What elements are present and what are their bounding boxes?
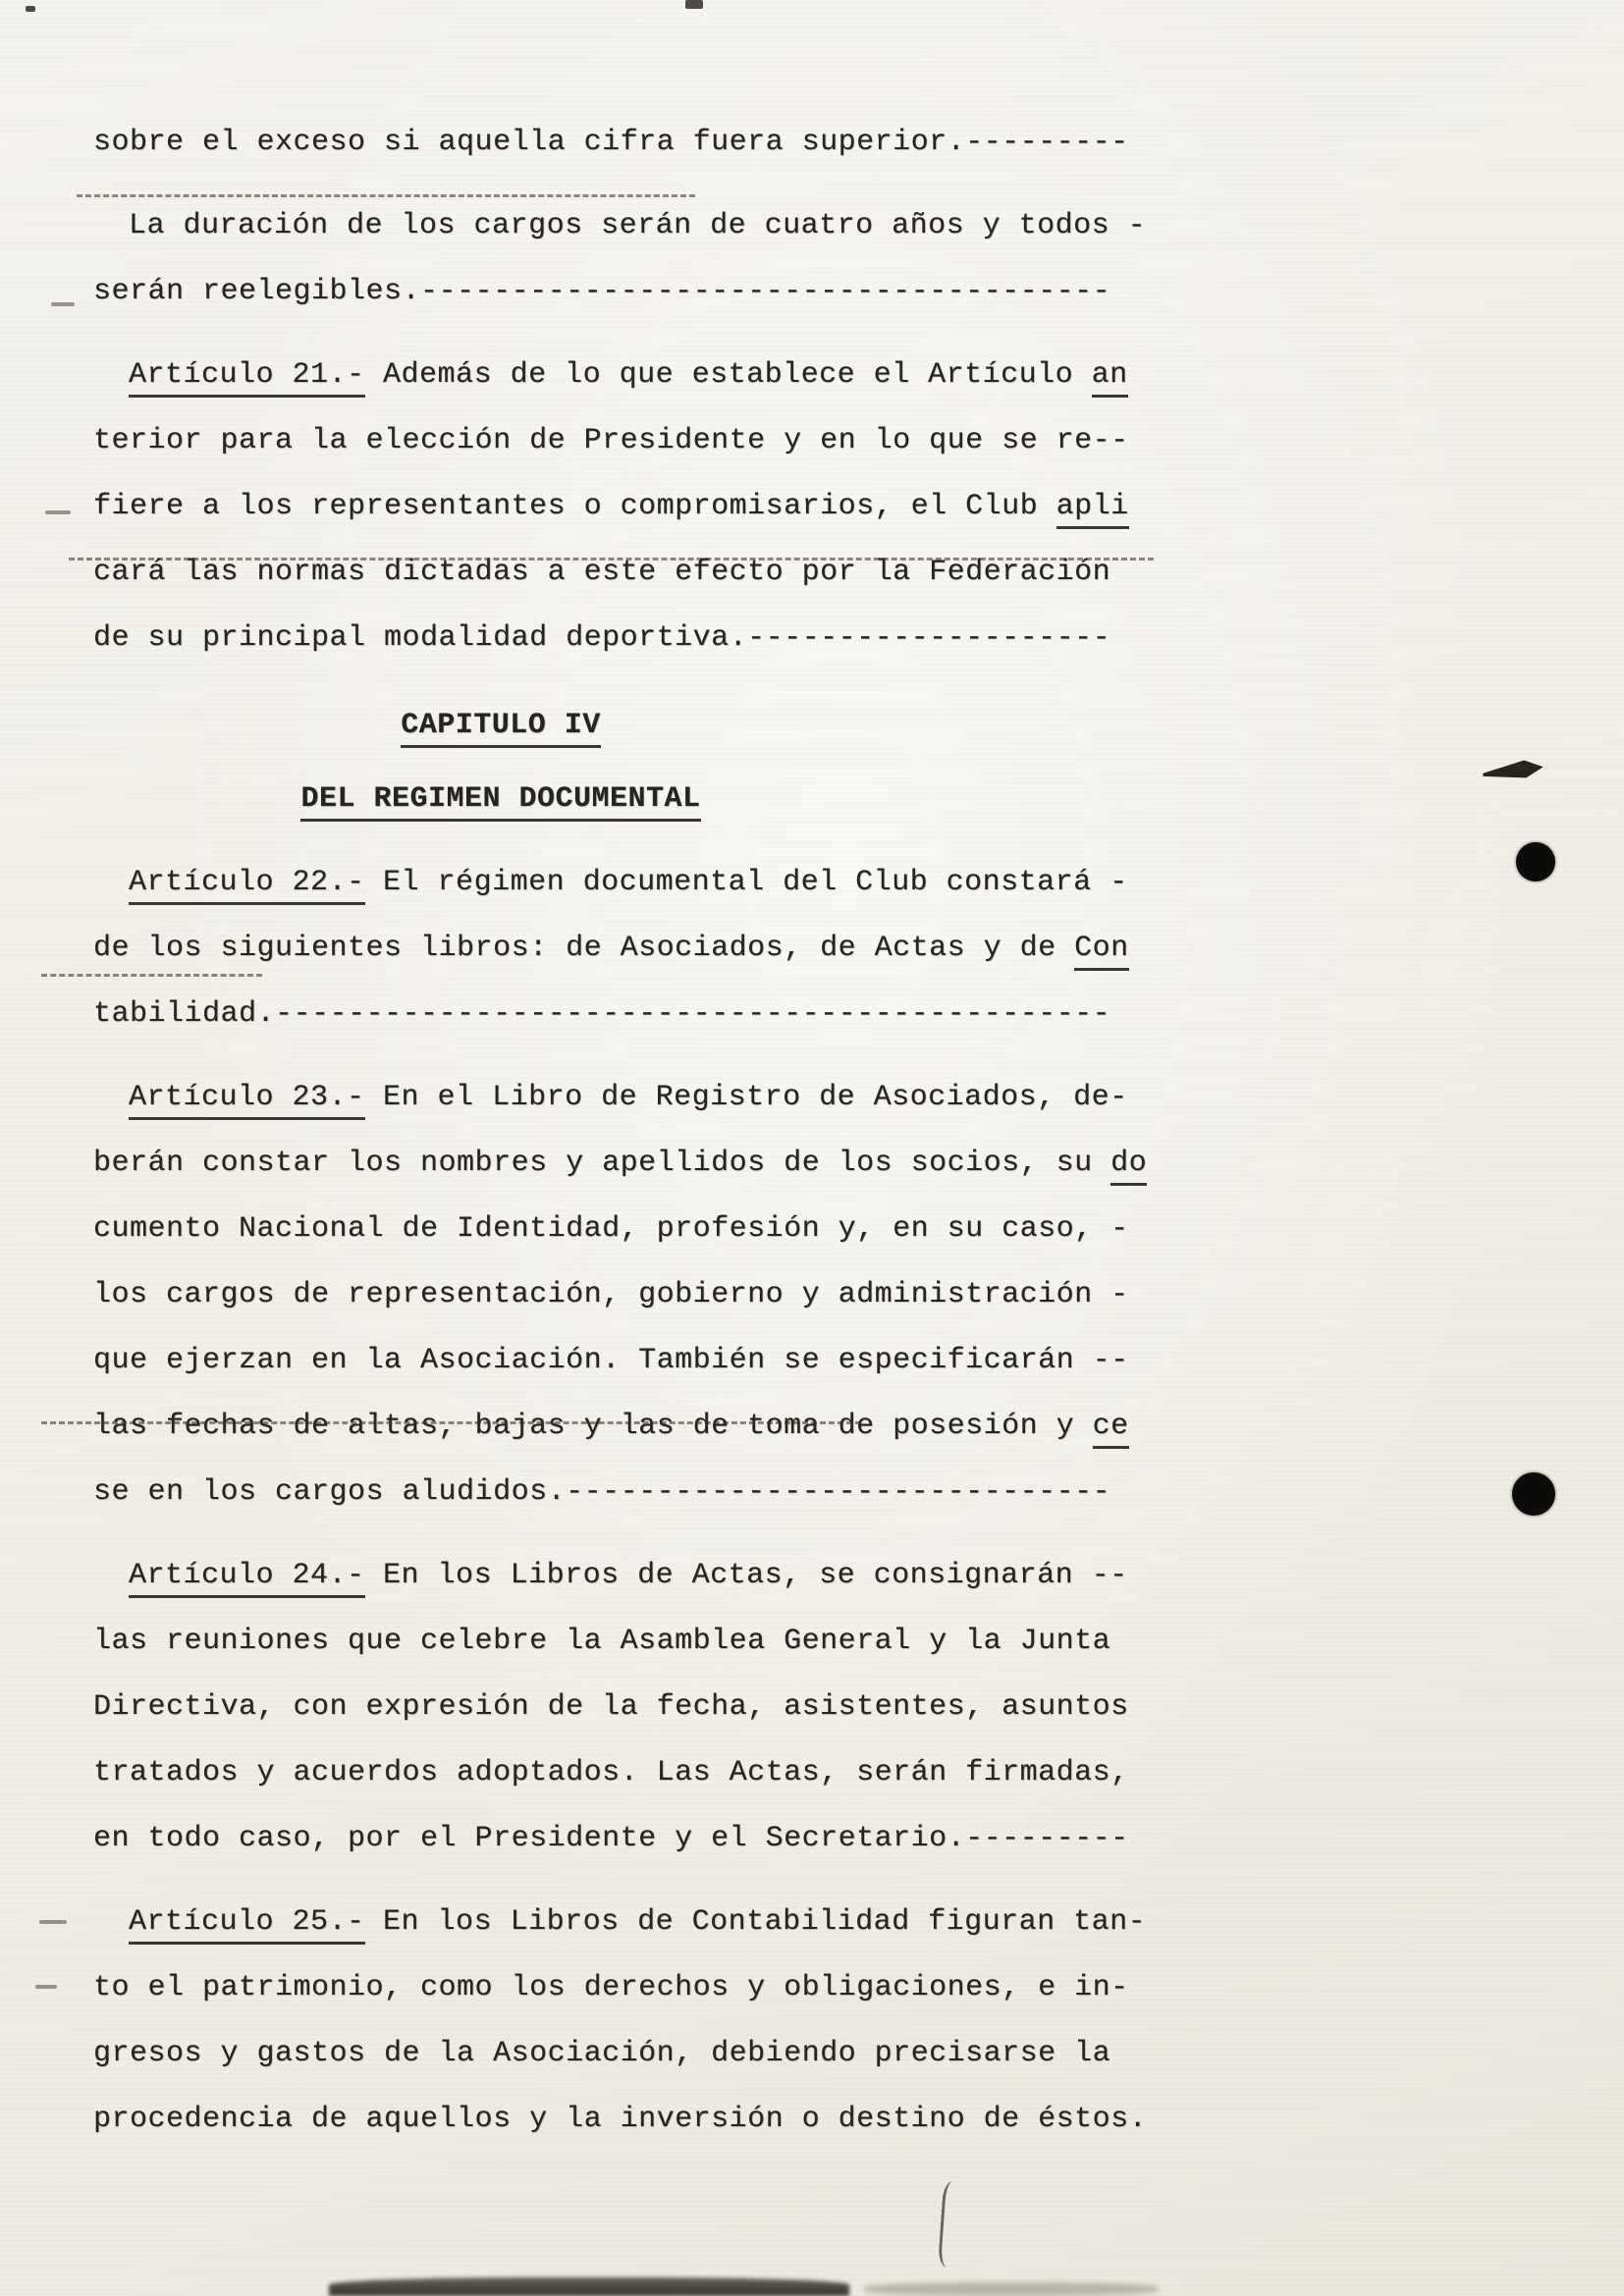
text-line [93, 474, 1624, 540]
text-segment: las reuniones que celebre la Asamblea General y la Junta [93, 1625, 1111, 1658]
text-line [93, 1460, 1624, 1525]
scan-dashrow [41, 1421, 861, 1424]
scan-dashrow [41, 974, 262, 977]
text-line [93, 916, 1624, 982]
text-segment: tratados y acuerdos adoptados. Las Actas, serán firmadas, [93, 1756, 1129, 1789]
scan-smudge-gray [864, 2282, 1159, 2296]
text-line [93, 1328, 1624, 1394]
text-line [93, 110, 1624, 176]
text-segment: de los siguientes libros: de Asociados, de Actas y de [93, 932, 1075, 965]
scan-dashrow [77, 194, 695, 197]
text-segment: Además de lo que establece el Artículo [364, 358, 1092, 392]
text-segment: to el patrimonio, como los derechos y obligaciones, e in- [93, 1971, 1129, 2004]
scan-tick [39, 1920, 67, 1924]
text-line [93, 2021, 1624, 2087]
text-segment: en todo caso, por el Presidente y el Secretario.--------- [93, 1822, 1129, 1855]
underlined-text: CAPITULO IV [401, 709, 601, 748]
text-segment: El régimen documental del Club constará - [364, 866, 1128, 899]
text-line [93, 1609, 1624, 1675]
scan-smudge-dark [329, 2277, 849, 2296]
text-line [93, 1740, 1624, 1806]
section-heading [93, 693, 908, 759]
hole-punch-mark [1516, 842, 1555, 881]
text-segment: que ejerzan en la Asociación. También se especificarán -- [93, 1344, 1129, 1377]
text-line [93, 1543, 1624, 1609]
text-line [93, 2087, 1624, 2153]
text-segment: los cargos de representación, gobierno y administración - [93, 1278, 1129, 1311]
text-segment: fiere a los representantes o compromisarios, el Club [93, 490, 1056, 523]
text-segment: La duración de los cargos serán de cuatro años y todos - [129, 209, 1147, 242]
text-line [93, 982, 1624, 1047]
underlined-text: Artículo 24.- [129, 1559, 365, 1598]
scan-speck [26, 6, 35, 12]
scan-tick [51, 302, 75, 306]
text-line [93, 1262, 1624, 1328]
text-line [93, 1675, 1624, 1740]
text-segment: cará las normas dictadas a este efecto por la Federación [93, 556, 1111, 589]
underlined-text: apli [1056, 490, 1129, 529]
text-line [93, 193, 1624, 259]
text-segment: serán reelegibles.-------------------------------------- [93, 275, 1111, 308]
text-line [93, 1394, 1624, 1460]
text-segment: gresos y gastos de la Asociación, debiendo precisarse la [93, 2037, 1111, 2070]
underlined-text: Artículo 25.- [129, 1905, 365, 1945]
underlined-text: ce [1093, 1410, 1129, 1449]
text-segment: En los Libros de Actas, se consignarán -- [364, 1559, 1128, 1592]
scan-speck [685, 0, 703, 9]
scan-tick [45, 510, 71, 514]
text-segment: de su principal modalidad deportiva.-------------------- [93, 621, 1111, 655]
underlined-text: Con [1074, 932, 1129, 971]
text-segment: procedencia de aquellos y la inversión o destino de éstos. [93, 2103, 1148, 2136]
text-line [93, 540, 1624, 606]
underlined-text: Artículo 22.- [129, 866, 365, 905]
underlined-text: DEL REGIMEN DOCUMENTAL [300, 782, 700, 822]
section-heading [93, 767, 908, 832]
text-line [93, 1890, 1624, 1955]
text-line [93, 259, 1624, 325]
text-line [93, 1955, 1624, 2021]
underlined-text: Artículo 23.- [129, 1081, 365, 1120]
text-segment: cumento Nacional de Identidad, profesión y, en su caso, - [93, 1212, 1129, 1246]
text-segment: En el Libro de Registro de Asociados, de- [364, 1081, 1128, 1114]
text-line [93, 1806, 1624, 1872]
underlined-text: do [1110, 1147, 1147, 1186]
scan-dashrow [69, 558, 1154, 561]
text-line [93, 850, 1624, 916]
text-segment: se en los cargos aludidos.------------------------------ [93, 1475, 1111, 1509]
text-line [93, 343, 1624, 408]
scan-squiggle [938, 2180, 962, 2268]
text-segment: sobre el exceso si aquella cifra fuera superior.--------- [93, 126, 1129, 159]
underlined-text: an [1092, 358, 1128, 398]
scan-tick [35, 1985, 57, 1989]
text-segment: terior para la elección de Presidente y en lo que se re-- [93, 424, 1129, 457]
text-line [93, 1065, 1624, 1131]
text-segment: tabilidad.---------------------------------------------- [93, 997, 1111, 1031]
text-segment: berán constar los nombres y apellidos de los socios, su [93, 1147, 1111, 1180]
text-line [93, 1131, 1624, 1197]
text-segment: En los Libros de Contabilidad figuran tan- [364, 1905, 1147, 1939]
text-line [93, 606, 1624, 671]
underlined-text: Artículo 21.- [129, 358, 365, 398]
text-segment: Directiva, con expresión de la fecha, asistentes, asuntos [93, 1690, 1129, 1724]
hole-punch-mark [1512, 1472, 1555, 1516]
text-segment: las fechas de altas, bajas y las de toma de posesión y [93, 1410, 1093, 1443]
text-line [93, 408, 1624, 474]
text-line [93, 1197, 1624, 1262]
